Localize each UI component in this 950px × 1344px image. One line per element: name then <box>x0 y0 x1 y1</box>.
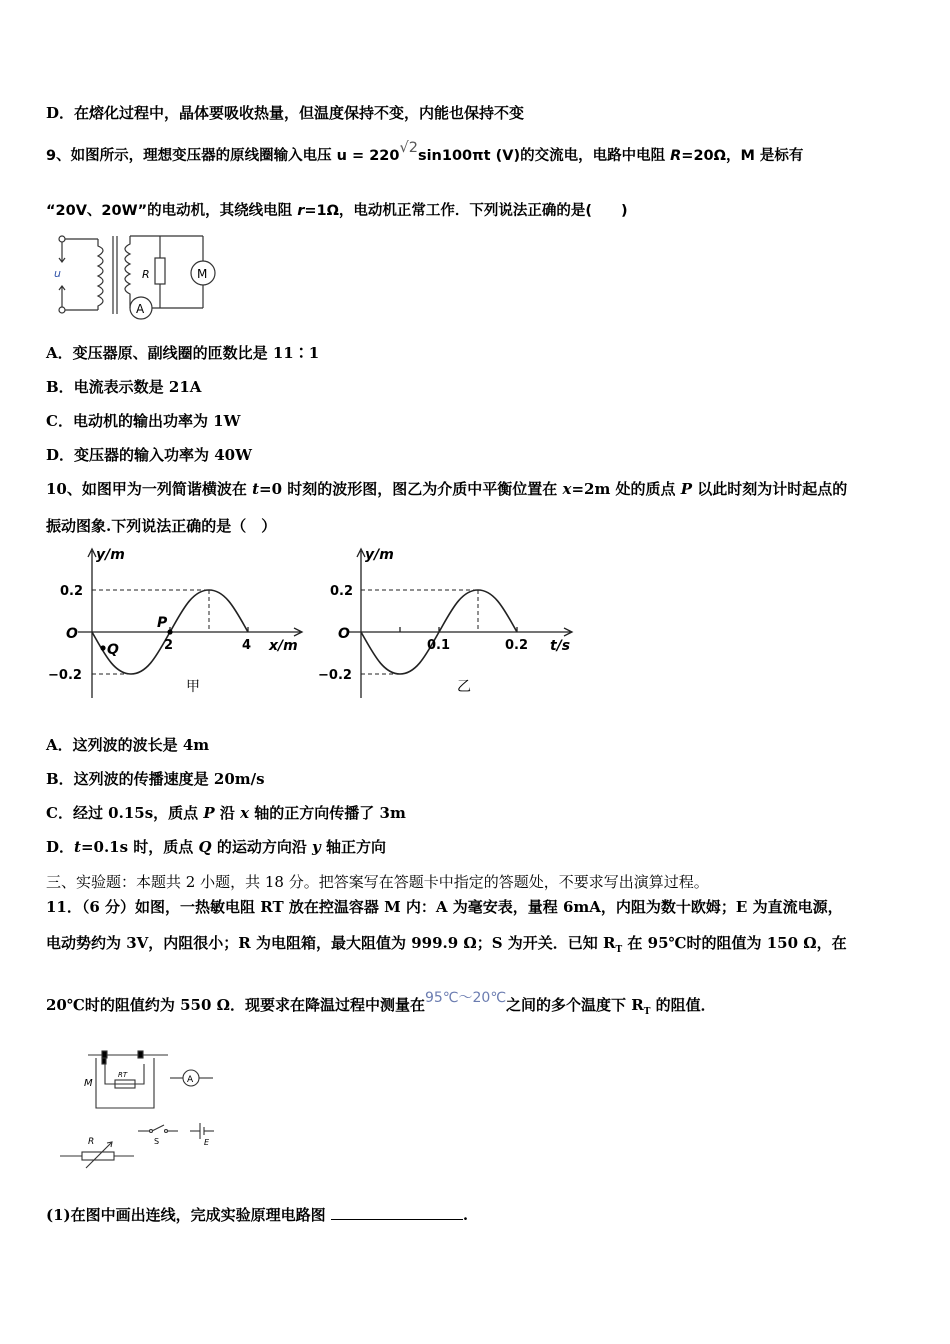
motor-label: M <box>197 267 208 281</box>
yi-y-pos-tick: 0.2 <box>330 584 354 599</box>
yi-origin: O <box>338 626 350 642</box>
vibration-graph-yi <box>310 543 580 703</box>
yi-tick-0-2: 0.2 <box>505 638 529 653</box>
wave-graph-jia <box>40 543 310 703</box>
sqrt-two: √2 <box>399 140 418 156</box>
ammeter-a-label: A <box>187 1075 194 1085</box>
switch-s-label: S <box>154 1137 160 1146</box>
yi-caption: 乙 <box>457 679 471 695</box>
jia-origin: O <box>66 626 78 642</box>
ammeter-label: A <box>136 302 145 316</box>
q9-option-b: B．电流表示数是 21A <box>46 378 202 396</box>
q11-part1: (1)在图中画出连线，完成实验原理电路图 . <box>46 1206 469 1224</box>
source-e-label: E <box>204 1138 210 1147</box>
jia-caption: 甲 <box>186 679 200 695</box>
jia-y-neg-tick: −0.2 <box>48 668 82 683</box>
yi-tick-0-1: 0.1 <box>427 638 451 653</box>
q10-stem-line1: 10、如图甲为一列简谐横波在 t=0 时刻的波形图，图乙为介质中平衡位置在 x=2m 处的质点 P 以此时刻为计时起点的 <box>46 480 848 498</box>
jia-label-p: P <box>157 615 168 631</box>
yi-y-neg-tick: −0.2 <box>318 668 352 683</box>
resistor-label: R <box>142 268 150 281</box>
jia-label-q: Q <box>107 642 119 658</box>
resistor-box-r-label: R <box>88 1137 95 1147</box>
container-m-label: M <box>84 1078 93 1089</box>
q10-option-b: B．这列波的传播速度是 20m/s <box>46 770 265 788</box>
jia-tick-2: 2 <box>164 638 174 653</box>
q11-stem-line2: 电动势约为 3V，内阻很小；R 为电阻箱，最大阻值为 999.9 Ω；S 为开关．已知 $R_T$ 在 95℃时的阻值为 150 Ω，在 <box>46 934 847 955</box>
yi-x-axis-label: t/s <box>550 638 571 654</box>
q10-option-c: C．经过 0.15s，质点 P 沿 x 轴的正方向传播了 3m <box>46 804 406 822</box>
point-p <box>167 629 172 634</box>
point-q <box>100 645 105 650</box>
q9-option-c: C．电动机的输出功率为 1W <box>46 412 241 430</box>
thermistor-rt-label: RT <box>118 1071 128 1079</box>
transformer-circuit-diagram <box>50 228 225 328</box>
q8-option-d: D．在熔化过程中，晶体要吸收热量，但温度保持不变，内能也保持不变 <box>46 104 525 122</box>
jia-tick-4: 4 <box>242 638 252 653</box>
thermistor-experiment-diagram <box>58 1048 228 1173</box>
jia-y-axis-label: y/m <box>96 547 125 563</box>
section-3-heading: 三、实验题：本题共 2 小题，共 18 分。把答案写在答题卡中指定的答题处，不要求写出演算过程。 <box>46 873 709 891</box>
q9-option-a: A．变压器原、副线圈的匝数比是 11∶1 <box>46 344 320 362</box>
yi-y-axis-label: y/m <box>365 547 394 563</box>
temperature-range: 95℃～20℃ <box>424 990 507 1006</box>
q11-stem-line3: 20℃时的阻值约为 550 Ω．现要求在降温过程中测量在95℃～20℃之间的多个温度下 $R_T$ 的阻值． <box>46 990 716 1017</box>
answer-blank[interactable] <box>331 1205 463 1220</box>
q10-option-d: D．t=0.1s 时，质点 Q 的运动方向沿 y 轴正方向 <box>46 838 386 856</box>
q11-stem-line1: 11．（6 分）如图，一热敏电阻 RT 放在控温容器 M 内：A 为毫安表，量程 6mA，内阻为数十欧姆；E 为直流电源， <box>46 898 843 916</box>
q9-option-d: D．变压器的输入功率为 40W <box>46 446 252 464</box>
q10-stem-line2: 振动图象.下列说法正确的是（ ） <box>46 517 277 535</box>
q9-stem-line2: “20V、20W”的电动机，其绕线电阻 r=1Ω，电动机正常工作．下列说法正确的是( ) <box>46 203 628 219</box>
jia-x-axis-label: x/m <box>269 638 298 654</box>
q9-stem-line1: 9、如图所示，理想变压器的原线圈输入电压 u = 220√2sin100πt (V)的交流电，电路中电阻 R=20Ω，M 是标有 <box>46 140 804 164</box>
u-label: u <box>54 267 61 280</box>
jia-y-pos-tick: 0.2 <box>60 584 84 599</box>
q10-option-a: A．这列波的波长是 4m <box>46 736 210 754</box>
